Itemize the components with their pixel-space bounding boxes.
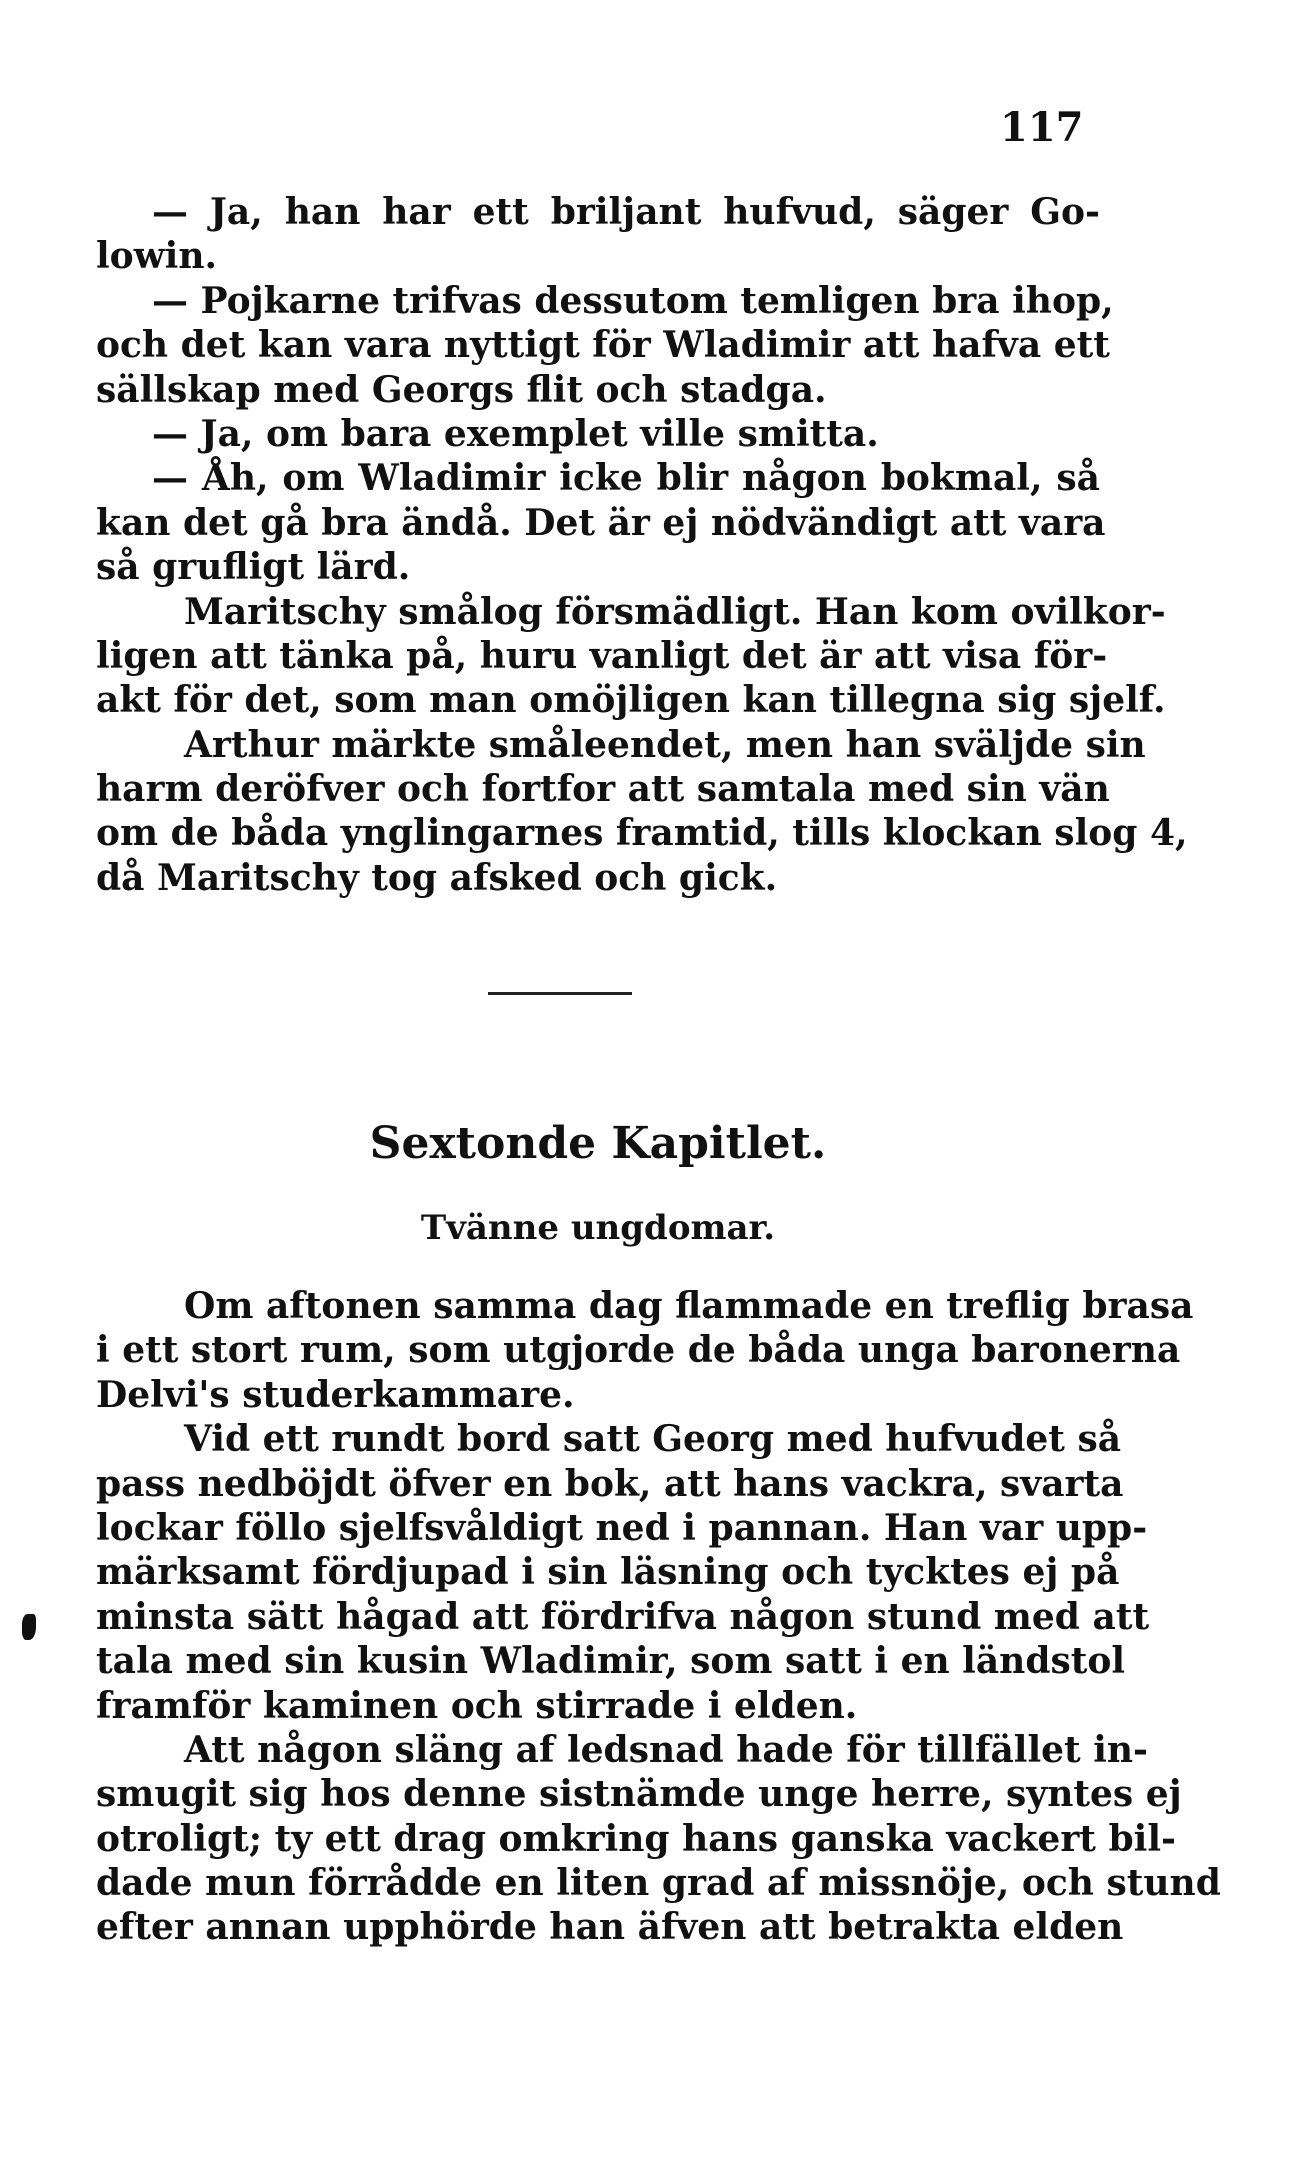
text-line: tala med sin kusin Wladimir, som satt i en ländstol <box>96 1640 1126 1683</box>
text-line: — Åh, om Wladimir icke blir någon bokmal, så <box>152 457 1100 500</box>
text-line: Arthur märkte småleendet, men han svälјde sin <box>184 723 1146 766</box>
text-line: Att någon släng af ledsnad hade för tillfället in- <box>184 1728 1148 1771</box>
text-line: ligen att tänka på, huru vanligt det är att visa för- <box>96 634 1108 677</box>
text-line: i ett stort rum, som utgjorde de båda unga baronerna <box>96 1329 1181 1372</box>
text-line: — Ja, han har ett briljant hufvud, säger Go- <box>152 191 1100 233</box>
text-line: sällskap med Georgs flit och stadga. <box>96 368 827 411</box>
margin-ink-mark <box>22 1614 36 1640</box>
text-line: Vid ett rundt bord satt Georg med hufvudet så <box>184 1418 1122 1461</box>
chapter-subtitle: Tvänne ungdomar. <box>420 1208 776 1248</box>
section-separator <box>488 992 632 995</box>
text-line: — Ja, om bara exemplet ville smitta. <box>152 412 879 455</box>
text-line: harm deröfver och fortfor att samtala med sin vän <box>96 768 1110 811</box>
text-line: lowin. <box>96 235 218 278</box>
text-line: smugit sig hos denne sistnämde unge herre, syntes ej <box>96 1773 1182 1816</box>
text-line: efter annan upphörde han äfven att betrakta elden <box>96 1906 1124 1949</box>
text-line: — Pojkarne trifvas dessutom temligen bra ihop, <box>152 279 1114 322</box>
text-line: pass nedböjdt öfver en bok, att hans vackra, svarta <box>96 1462 1124 1505</box>
text-line: märksamt fördjupad i sin läsning och tycktes ej på <box>96 1551 1120 1594</box>
page-number: 117 <box>1000 104 1084 151</box>
text-line: då Maritschy tog afsked och gick. <box>96 856 778 899</box>
text-line: akt för det, som man omöjligen kan tillegna sig sjelf. <box>96 679 1166 722</box>
text-block-top <box>96 190 1188 900</box>
text-line: minsta sätt hågad att fördrifva någon stund med att <box>96 1595 1150 1638</box>
text-line: lockar föllo sjelfsvåldigt ned i pannan. Han var upp- <box>96 1506 1148 1549</box>
text-line: kan det gå bra ändå. Det är ej nödvändigt att vara <box>96 501 1106 544</box>
text-line: om de båda ynglingarnes framtid, tills klockan slog 4, <box>96 812 1188 855</box>
text-line: framför kaminen och stirrade i elden. <box>96 1684 858 1727</box>
text-line: Om aftonen samma dag flammade en treflig brasa <box>184 1285 1194 1327</box>
text-line: Maritschy smålog försmädligt. Han kom ovilkor- <box>184 590 1166 633</box>
text-block-bottom <box>96 1284 1221 1950</box>
text-line: Delvi's studerkammare. <box>96 1373 575 1416</box>
chapter-title: Sextonde Kapitlet. <box>369 1118 827 1169</box>
text-line: otroligt; ty ett drag omkring hans ganska vackert bil- <box>96 1817 1176 1860</box>
text-line: dade mun förrådde en liten grad af missnöje, och stund <box>96 1862 1221 1905</box>
text-line: och det kan vara nyttigt för Wladimir att hafva ett <box>96 324 1110 367</box>
text-line: så grufligt lärd. <box>96 546 411 589</box>
